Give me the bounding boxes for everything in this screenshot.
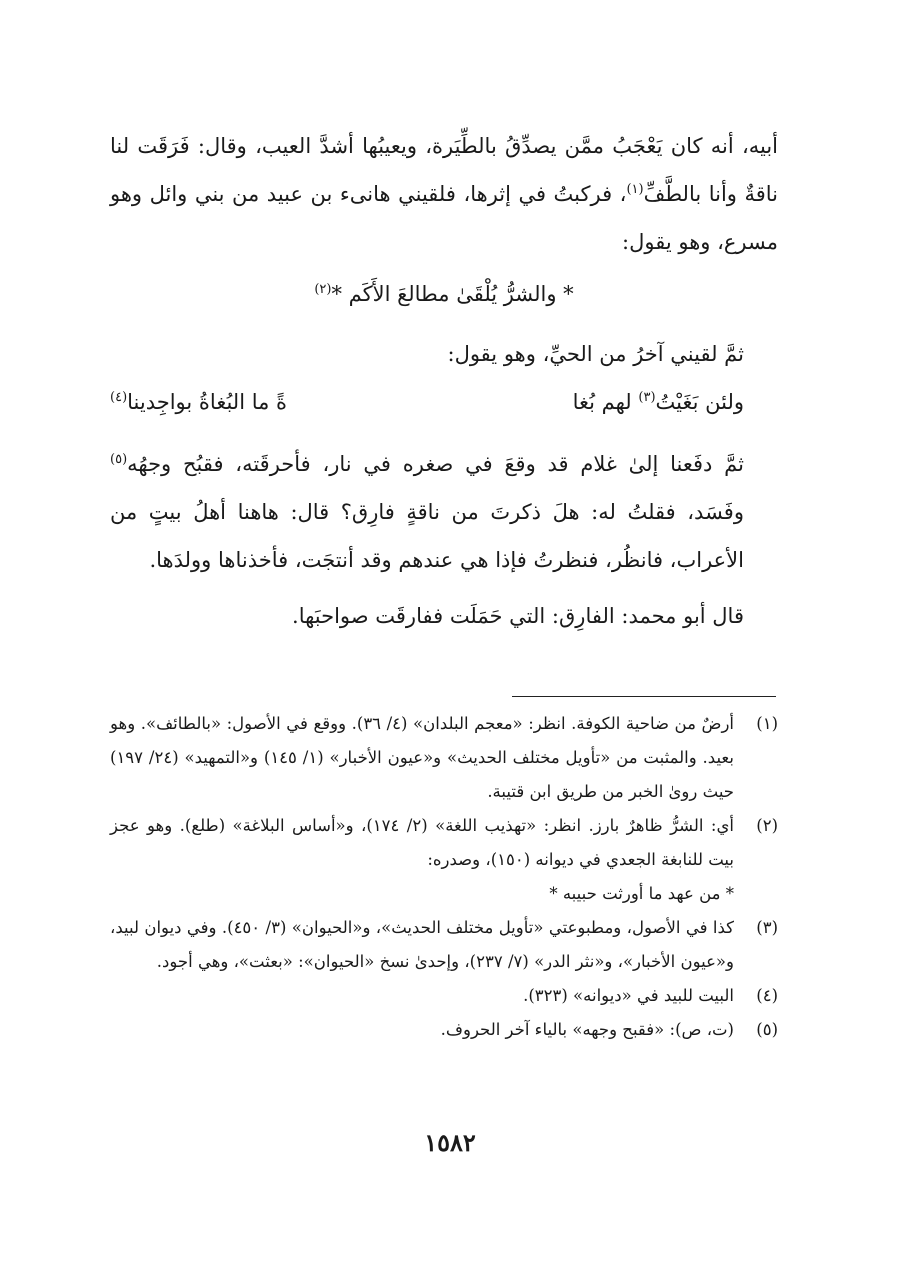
footnote-body [110, 809, 734, 911]
verse-first-half-text: ولئن بَغَيْتُ [655, 390, 744, 414]
footnote-number: (١) [756, 714, 778, 733]
verse-hemistich [110, 270, 778, 318]
verse-second-half-text: ةً ما البُغاةُ بواجِدينا [127, 390, 288, 414]
footnote-5 [110, 1013, 778, 1047]
footnotes [110, 707, 778, 1047]
footnote-number: (٣) [756, 918, 778, 937]
footnote-1 [110, 707, 778, 809]
paragraph-4 [110, 592, 778, 640]
footnote-4 [110, 979, 778, 1013]
footnote-3 [110, 911, 778, 979]
footnote-text: كذا في الأصول، ومطبوعتي «تأويل مختلف الحديث»، و«الحيوان» (٣/ ٤٥٠). وفي ديوان لبيد، و«عيون الأخبار»، و«نثر الدر» (٧/ ٢٣٧)، وإحدىٰ نسخ «الحيوان»: «بعثت»، وهي أجود. [110, 918, 734, 971]
footnote-text: أي: الشرُّ ظاهرٌ بارز. انظر: «تهذيب اللغة» (٢/ ١٧٤)، و«أساس البلاغة» (طلع). وهو عجز بيت للنابغة الجعدي في ديوانه (١٥٠)، وصدره: [110, 816, 734, 869]
page-number: ١٥٨٢ [424, 1128, 476, 1157]
footnote-2 [110, 809, 778, 911]
footnote-marker-3[interactable]: (٣) [638, 390, 656, 405]
hemistich-text: * والشرُّ يُلْقَىٰ مطالعَ الأَكَم * [331, 282, 574, 306]
paragraph-1 [110, 122, 778, 266]
poetry-verse [110, 378, 778, 426]
paragraph-3-text: ثمَّ دفَعنا إلىٰ غلام قد وقعَ في صغره في نار، فأحرقَته، فقبُح وجهُه [127, 452, 744, 476]
footnote-marker-2[interactable]: (٢) [314, 282, 332, 297]
footnote-marker-5[interactable]: (٥) [110, 452, 128, 467]
main-text [110, 122, 778, 640]
paragraph-4-text: قال أبو محمد: الفارِق: التي حَمَلَت ففارقَت صواحبَها. [292, 604, 744, 628]
paragraph-2-text: ثمَّ لقيني آخرُ من الحيِّ، وهو يقول: [447, 342, 744, 366]
verse-first-half [573, 378, 744, 426]
paragraph-3 [110, 440, 778, 584]
paragraph-3-continued: وفَسَد، فقلتُ له: هلَ ذكرتَ من ناقةٍ فارِق؟ قال: هاهنا أهلُ بيتٍ من الأعراب، فانظُر، فنظرتُ فإذا هي عندهم وقد أنتجَت، فأخذناها وولدَها. [110, 500, 744, 572]
footnote-text: البيت للبيد في «ديوانه» (٣٢٣). [523, 986, 734, 1005]
paragraph-2 [110, 330, 778, 378]
footnote-quoted-hemistich: * من عهد ما أورثت حبيبه * [549, 884, 734, 903]
footnote-marker-4[interactable]: (٤) [110, 390, 128, 405]
footnote-number: (٢) [756, 816, 778, 835]
footnote-number: (٤) [756, 986, 778, 1005]
paragraph-1-text: أبيه، أنه كان يَعْجَبُ ممَّن يصدِّقُ بالطِّيَرة، ويعيبُها أشدَّ العيب، وقال: فَرَقَت لنا ناقةٌ وأنا بالطَّفِّ [110, 134, 778, 206]
footnote-text: أرضٌ من ضاحية الكوفة. انظر: «معجم البلدان» (٤/ ٣٦). ووقع في الأصول: «بالطائف». وهو بعيد. والمثبت من «تأويل مختلف الحديث» و«عيون الأخبار» (١/ ١٤٥) و«التمهيد» (٢٤/ ١٩٧) حيث روىٰ الخبر من طريق ابن قتيبة. [110, 714, 734, 801]
verse-first-half-continued: لهم بُغا [572, 390, 639, 414]
footnote-marker-1[interactable]: (١) [626, 182, 644, 197]
paragraph-1-continued: ، فركبتُ في إثرها، فلقيني هانىء بن عبيد من بني وائل وهو مسرع، وهو يقول: [110, 182, 778, 254]
verse-second-half [110, 378, 287, 426]
footnote-text: (ت، ص): «فقبح وجهه» بالياء آخر الحروف. [440, 1020, 734, 1039]
footnote-number: (٥) [756, 1020, 778, 1039]
footnote-separator [512, 696, 776, 697]
